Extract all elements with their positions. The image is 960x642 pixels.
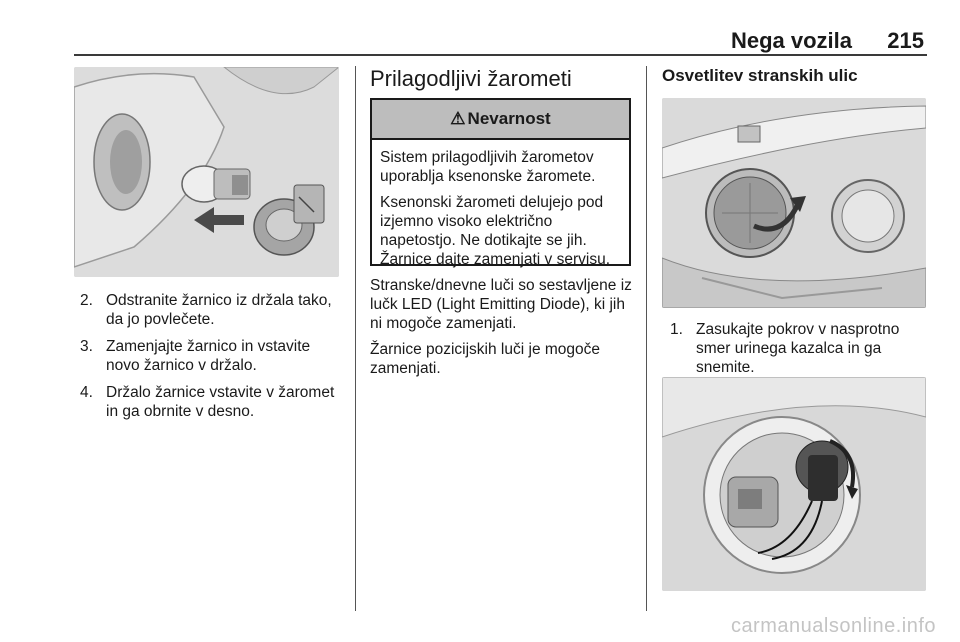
header-title: Nega vozila	[730, 28, 852, 53]
figure-bulb-holder	[74, 67, 339, 277]
bulb-socket-illustration	[662, 377, 926, 591]
danger-paragraph: Sistem prilagodljivih žarometov uporablja ksenonske žaromete.	[380, 149, 596, 185]
cover-rotate-illustration	[662, 98, 926, 308]
figure-cover-rotate	[662, 98, 926, 308]
body-paragraph: Žarnice pozicijskih luči je mogoče zamenjati.	[370, 341, 601, 377]
page-number: 215	[887, 28, 924, 53]
warning-triangle-icon: ⚠	[450, 109, 466, 128]
section-title-cornering-lights: Osvetlitev stranskih ulic	[662, 66, 858, 85]
column-divider	[646, 66, 647, 611]
step-item: 3. Zamenjajte žarnico in vstavite novo žarnico v držalo.	[80, 338, 311, 374]
step-item: 2. Odstranite žarnico iz držala tako, da jo povlečete.	[80, 292, 332, 328]
right-steps-list	[670, 320, 930, 385]
header-rule	[74, 54, 927, 56]
body-paragraph: Stranske/dnevne luči so sestavljene iz lučk LED (Light Emitting Diode), ki jih ni mogoče zamenjati.	[370, 277, 632, 332]
bulb-holder-illustration	[74, 67, 339, 277]
danger-header	[372, 100, 629, 140]
step-item: 1. Zasukajte pokrov v nasprotno smer urinega kazalca in ga snemite.	[670, 321, 900, 376]
danger-body	[372, 140, 629, 269]
danger-label: Nevarnost	[467, 109, 551, 128]
left-steps-list	[80, 291, 345, 429]
danger-paragraph: Ksenonski žarometi delujejo pod izjemno visoko električno napetostjo. Ne dotikajte se jih. Žarnice dajte zamenjati v servisu.	[380, 194, 611, 268]
figure-bulb-socket	[662, 377, 926, 591]
danger-box	[370, 98, 631, 266]
step-item: 4. Držalo žarnice vstavite v žaromet in ga obrnite v desno.	[80, 384, 335, 420]
watermark-text: carmanualsonline.info	[730, 615, 936, 637]
section-title-adaptive-headlights: Prilagodljivi žarometi	[370, 66, 572, 91]
column-divider	[355, 66, 356, 611]
